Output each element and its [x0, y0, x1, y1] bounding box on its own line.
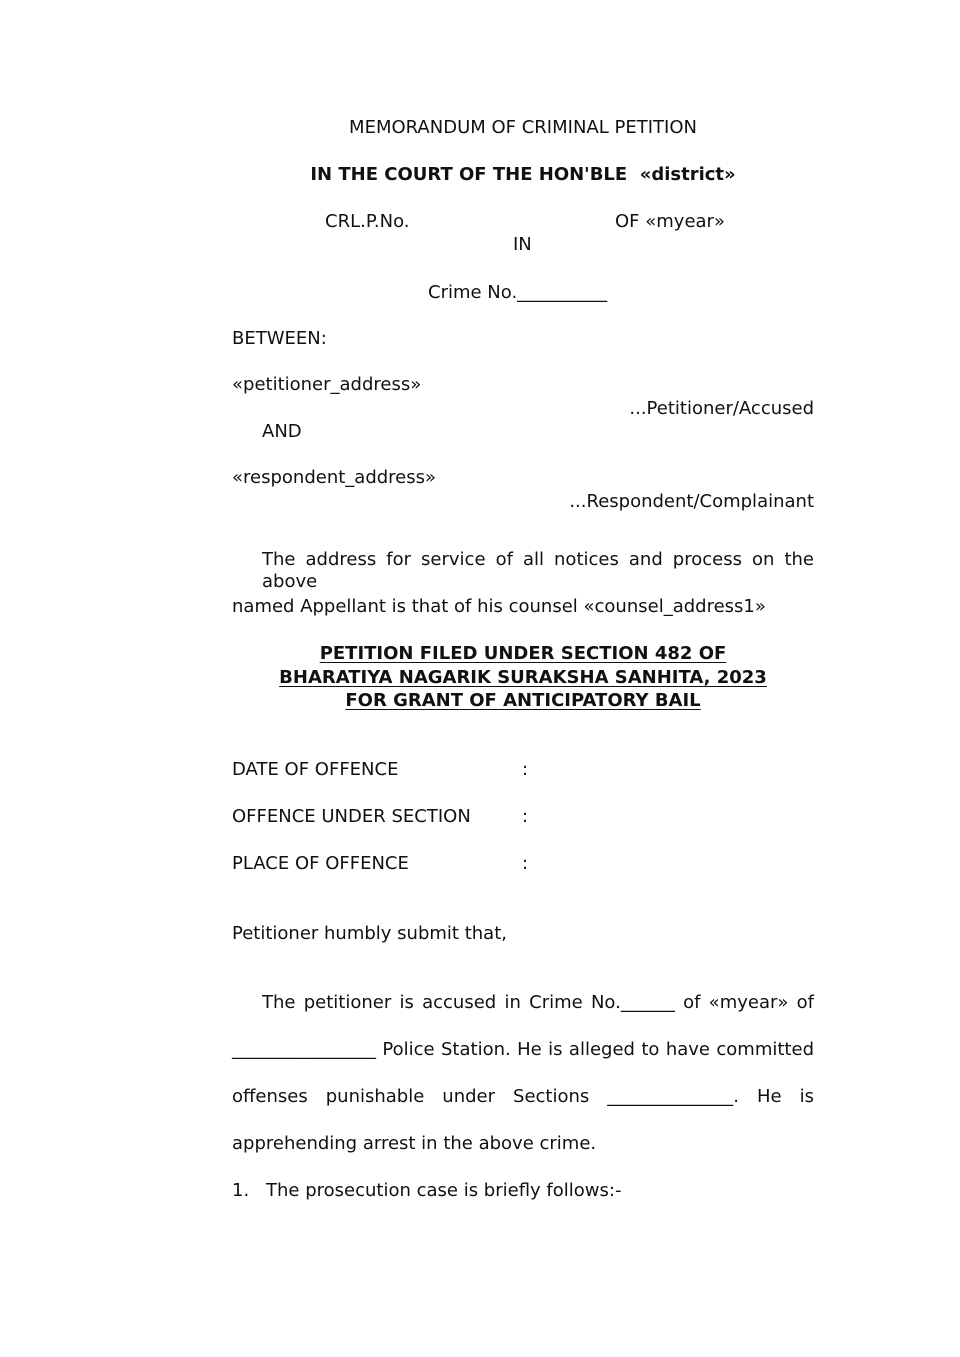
- list-item-number: 1.: [232, 1180, 250, 1201]
- respondent-address: «respondent_address»: [232, 467, 437, 488]
- submit-line: Petitioner humbly submit that,: [232, 923, 507, 944]
- respondent-role: ...Respondent/Complainant: [569, 491, 814, 512]
- petition-heading-line-3: FOR GRANT OF ANTICIPATORY BAIL: [345, 690, 701, 711]
- crime-number-line: Crime No.__________: [428, 282, 608, 303]
- petition-heading-line-2: BHARATIYA NAGARIK SURAKSHA SANHITA, 2023: [279, 666, 767, 688]
- service-paragraph-line-1: The address for service of all notices and process on the above: [262, 549, 814, 592]
- date-of-offence-separator: :: [522, 759, 529, 780]
- service-paragraph-line-2: named Appellant is that of his counsel «counsel_address1»: [232, 596, 766, 617]
- petitioner-address: «petitioner_address»: [232, 374, 422, 395]
- date-of-offence-label: DATE OF OFFENCE: [232, 759, 399, 780]
- list-item-text: The prosecution case is briefly follows:-: [266, 1180, 622, 1201]
- petition-heading-line-1: PETITION FILED UNDER SECTION 482 OF: [319, 643, 727, 664]
- crl-petition-number-label: CRL.P.No.: [325, 211, 410, 232]
- accusation-paragraph-line-4: apprehending arrest in the above crime.: [232, 1133, 597, 1154]
- accusation-paragraph-line-3: offenses punishable under Sections ______________. He is: [232, 1086, 814, 1107]
- court-line: IN THE COURT OF THE HON'BLE «district»: [310, 164, 736, 185]
- and-word: AND: [262, 421, 302, 442]
- place-of-offence-separator: :: [522, 853, 529, 874]
- place-of-offence-label: PLACE OF OFFENCE: [232, 853, 409, 874]
- memo-title: MEMORANDUM OF CRIMINAL PETITION: [349, 117, 697, 138]
- of-year: OF «myear»: [615, 211, 725, 232]
- in-word: IN: [513, 234, 532, 255]
- offence-section-label: OFFENCE UNDER SECTION: [232, 806, 471, 827]
- petition-heading: [232, 642, 814, 713]
- offence-section-separator: :: [522, 806, 529, 827]
- accusation-paragraph-line-2: ________________ Police Station. He is alleged to have committed: [232, 1039, 814, 1060]
- between-label: BETWEEN:: [232, 328, 327, 349]
- petitioner-role: ...Petitioner/Accused: [629, 398, 814, 419]
- accusation-paragraph-line-1: The petitioner is accused in Crime No.______ of «myear» of: [262, 992, 814, 1013]
